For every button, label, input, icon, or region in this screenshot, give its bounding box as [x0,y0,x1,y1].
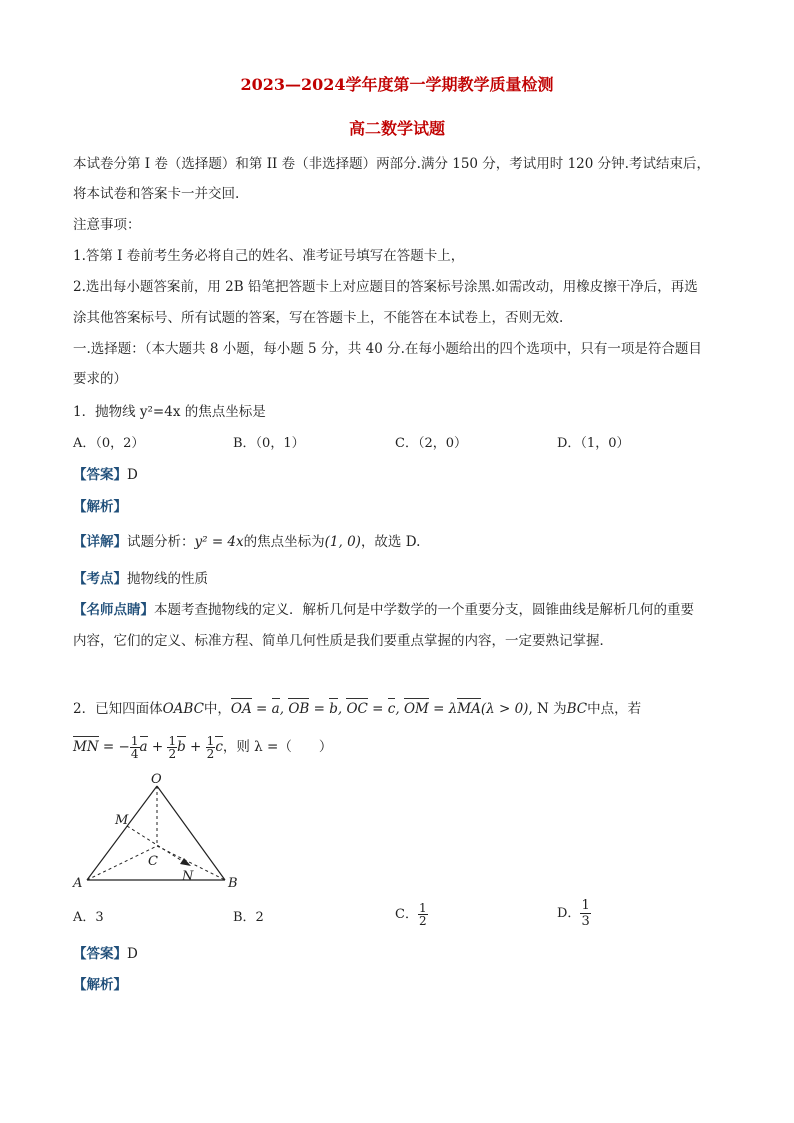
q2-option-c-fraction: $\frac{1}{2}$ [418,901,427,928]
label-c: C [148,854,158,869]
vector-c: c [387,701,396,717]
q2-option-b: B．2 [233,910,264,925]
q2-option-d-label: D． [557,906,581,921]
q1-answer [73,463,138,483]
section-heading-b: 要求的） [73,371,127,387]
q2-answer-tag: 【答案】 [73,946,127,962]
q1-option-b: B．（0，1） [233,436,305,451]
q2-answer-value: D [127,946,138,962]
detail-mid: 的焦点坐标为 [243,534,325,550]
answer-tag: 【答案】 [73,467,127,483]
q2-tetrahedron: OABC [162,701,204,717]
intro-line-2: 将本试卷和答案卡一并交回. [73,186,240,202]
q2-zhong: 中， [203,701,231,717]
vector-mn: MN [73,739,99,755]
q1-stem: 1．抛物线 y²=4x 的焦点坐标是 [73,404,266,420]
q1-analysis [73,495,127,515]
fraction-2: $\frac{1}{2}$ [168,734,177,761]
fraction-3: $\frac{1}{2}$ [206,734,215,761]
detail-point: (1, 0) [324,534,361,550]
q1-option-c: C．（2，0） [395,436,467,451]
note-1: 1.答第 I 卷前考生务必将自己的姓名、准考证号填写在答题卡上， [73,248,465,264]
vector-b-term: b [177,739,186,755]
lambda-condition: (λ > 0) [480,701,529,717]
section-heading-a: 一.选择题：（本大题共 8 小题，每小题 5 分，共 40 分.在每小题给出的四个选项中，只有一项是符合题目 [73,341,702,357]
edge-oa [87,786,157,880]
label-o: O [151,772,162,787]
q2-answer [73,942,138,962]
lambda-symbol: λ [448,701,458,717]
q2-option-d [557,898,591,929]
q1-comment-2: 内容，它们的定义、标准方程、简单几何性质是我们要重点掌握的内容，一定要熟记掌握． [73,633,613,649]
label-a: A [73,876,83,891]
vector-b: b [329,701,338,717]
edge-ac [87,846,157,880]
notes-title: 注意事项： [73,217,141,233]
q1-detail [73,530,420,550]
answer-value: D [127,467,138,483]
vector-a-term: a [139,739,148,755]
vector-oc: OC [346,701,368,717]
intro-line-1: 本试卷分第 I 卷（选择题）和第 II 卷（非选择题）两部分.满分 150 分，考试用时 120 分钟.考试结束后， [73,156,710,172]
q2-analysis [73,973,127,993]
detail-equation: y² = 4x [194,534,244,550]
note-2a: 2.选出每小题答案前，用 2B 铅笔把答题卡上对应题目的答案标号涂黑.如需改动，用橡皮擦干净后，再选 [73,279,698,295]
q1-option-d: D．（1，0） [557,436,630,451]
q2-analysis-tag: 【解析】 [73,977,127,993]
edge-ob [157,786,225,880]
label-b: B [228,876,238,891]
mid-if: 中点，若 [587,701,642,717]
comment-tag: 【名师点睛】 [73,602,154,618]
vector-ob: OB [288,701,310,717]
q2-stem-line-2: MN = − $\frac{1}{4}$ a + $\frac{1}{2}$ b + $\frac{1}{2}$ c，则 λ =（ ） [73,734,333,761]
q2-option-c [395,902,428,927]
label-m: M [115,813,129,828]
point-text: 抛物线的性质 [127,571,208,587]
vector-oa: OA [230,701,252,717]
exam-title: 2023—2024学年度第一学期教学质量检测 [240,75,554,94]
n-is: , N 为 [528,701,567,717]
label-n: N [182,869,194,884]
vector-c-term: c [215,739,223,755]
segment-bc: BC [566,701,588,717]
point-tag: 【考点】 [73,571,127,587]
vector-a: a [271,701,280,717]
detail-pre: 试题分析： [127,534,195,550]
detail-post: ，故选 D. [360,534,421,550]
fraction-1: $\frac{1}{4}$ [130,734,139,761]
q2-number: 2．已知四面体 [73,701,163,717]
q1-comment-1 [73,598,694,618]
vector-ma: MA [457,701,481,717]
q2-stem-line-1: 2．已知四面体OABC中，OA = a, OB = b, OC = c, OM = λMA(λ > 0), N 为BC中点，若 [73,701,642,717]
q2-ask: ，则 λ =（ ） [222,739,333,755]
tetrahedron-figure [65,768,245,893]
vector-om: OM [403,701,429,717]
exam-subtitle: 高二数学试题 [348,119,445,138]
note-2b: 涂其他答案标号、所有试题的答案，写在答题卡上，不能答在本试卷上，否则无效. [73,310,564,326]
q1-option-a: A．（0，2） [73,436,145,451]
q2-option-c-label: C． [395,907,418,922]
detail-tag: 【详解】 [73,534,127,550]
q2-option-d-fraction: $\frac{1}{3}$ [581,898,590,929]
q1-point [73,567,208,587]
analysis-tag: 【解析】 [73,499,127,515]
comment-text-1: 本题考查抛物线的定义．解析几何是中学数学的一个重要分支，圆锥曲线是解析几何的重要 [154,602,694,618]
q2-option-a: A．3 [73,910,104,925]
